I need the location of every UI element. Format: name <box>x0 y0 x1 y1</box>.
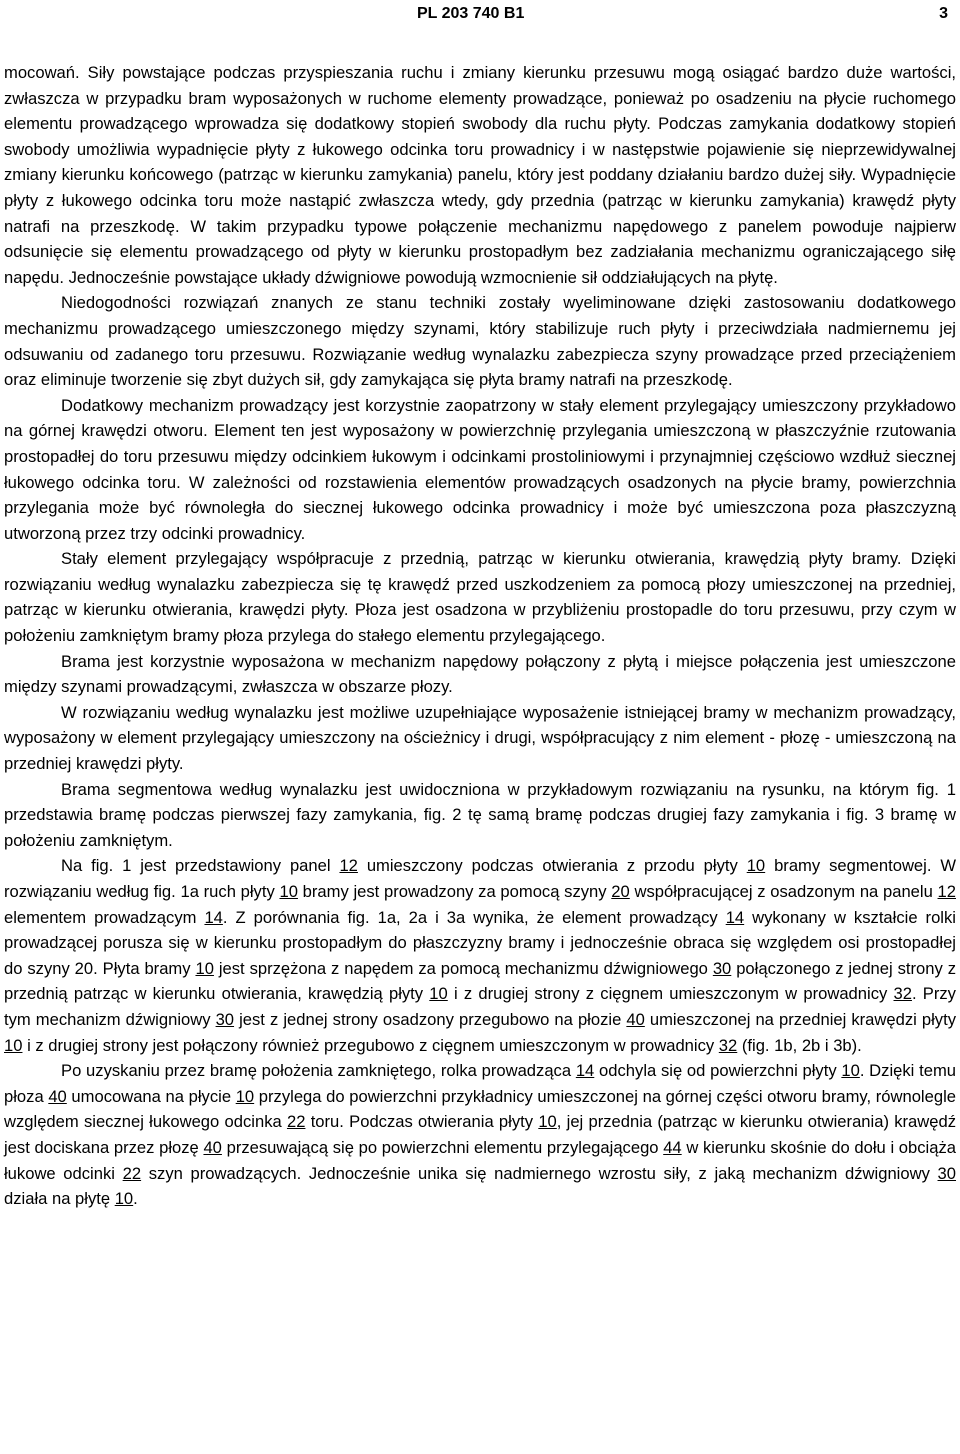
text-run: Brama segmentowa według wynalazku jest uwidoczniona w przykładowym rozwiązaniu na rysunku, na którym fig. 1 przedstawia bramę podczas pierwszej fazy zamykania, fig. 2 tę samą bramę podczas drugiej fazy zamykania i fig. 3 bramę w położeniu zamkniętym. <box>4 779 956 850</box>
text-run: Dodatkowy mechanizm prowadzący jest korzystnie zaopatrzony w stały element przylegający umieszczony przykładowo na górnej krawędzi otworu. Element ten jest wyposażony w powierzchnię przylegania umieszczoną w płaszczyźnie rzutowania prostopadłej do toru przesuwu między odcinkiem łukowym i odcinkami prostoliniowymi i przynajmniej częściowo wzdłuż siecznej łukowego odcinka toru. W zależności od rozstawienia elementów prowadzących osadzonych na płycie bramy, powierzchnia przylegania może być równoległa do siecznej łukowego odcinka prowadnicy i może być umieszczona poza płaszczyzną utworzoną przez trzy odcinki prowadnicy. <box>4 395 956 543</box>
reference-numeral: 30 <box>712 958 732 978</box>
text-run: umieszczony podczas otwierania z przodu płyty <box>357 856 747 876</box>
text-run: Stały element przylegający współpracuje z przednią, patrząc w kierunku otwierania, krawędzią płyty bramy. Dzięki rozwiązaniu według wynalazku zabezpiecza się tę krawędź przed uszkodzeniem za pomocą płozy umieszczonej na przedniej, patrząc w kierunku otwierania, krawędzi płyty. Płoza jest osadzona w przybliżeniu prostopadle do toru przesuwu, przy czym w położeniu zamkniętym bramy płoza przylega do stałego elementu przylegającego. <box>4 549 956 646</box>
reference-numeral: 40 <box>48 1086 67 1106</box>
reference-numeral: 12 <box>339 856 358 876</box>
text-run: jest z jednej strony osadzony przegubowo na płozie <box>234 1009 627 1029</box>
text-run: jest sprzężona z napędem za pomocą mechanizmu dźwigniowego <box>213 958 713 978</box>
document-body <box>4 60 956 1212</box>
text-run: . Dzięki temu płoza <box>4 1061 956 1106</box>
text-run: wykonany w kształcie rolki prowadzącej porusza się w kierunku prostopadłym do płaszczyzny bramy i jednocześnie obraca się względem osi prostopadłej do szyny 20. Płyta bramy <box>4 907 956 978</box>
page-number: 3 <box>939 5 948 22</box>
text-run: umieszczonej na przedniej krawędzi płyty <box>644 1009 956 1029</box>
text-run: mocowań. Siły powstające podczas przyspieszania ruchu i zmiany kierunku przesuwu mogą osiągać bardzo duże wartości, zwłaszcza w przypadku bram wyposażonych w ruchome elementy prowadzące, ponieważ po osadzeniu na płycie ruchomego elementu prowadzącego wprowadza się dodatkowy stopień swobody dla ruchu płyty. Podczas zamykania dodatkowy stopień swobody umożliwia wypadnięcie płyty z łukowego odcinka toru prowadnicy i w następstwie pojawienie się nieprzewidywalnej zmiany kierunku końcowego (patrząc w kierunku zamykania) panelu, który jest poddany działaniu bardzo dużej siły. Wypadnięcie płyty z łukowego odcinka toru może nastąpić zwłaszcza wtedy, gdy przednia (patrząc w kierunku zamykania) krawędź płyty natrafi na przeszkodę. W takim przypadku typowe połączenie mechanizmu napędowego z panelem powoduje najpierw odsunięcie się elementu prowadzącego od płyty w kierunku prostopadłym bez zadziałania mechanizmu ograniczającego siłę napędu. Jednocześnie powstające układy dźwigniowe powodują wzmocnienie sił oddziałujących na płytę. <box>4 63 956 287</box>
paragraph <box>4 1058 956 1212</box>
reference-numeral: 10 <box>195 958 214 978</box>
text-run: w kierunku skośnie do dołu i obciąża łukowe odcinki <box>4 1137 956 1183</box>
text-run: współpracującej z osadzonym na panelu <box>629 882 938 901</box>
reference-numeral: 40 <box>203 1137 222 1157</box>
text-run: przylega do powierzchni przykładnicy umieszczonej na górnej części otworu bramy, równolegle względem siecznej łukowego odcinka <box>4 1086 956 1132</box>
reference-numeral: 10 <box>114 1189 134 1209</box>
reference-numeral: 10 <box>429 984 448 1004</box>
paragraph <box>4 546 956 648</box>
paragraph <box>4 700 956 777</box>
reference-numeral: 14 <box>575 1061 595 1081</box>
reference-numeral: 10 <box>279 882 298 901</box>
reference-numeral: 14 <box>204 907 223 927</box>
text-run: W rozwiązaniu według wynalazku jest możliwe uzupełniające wyposażenie istniejącej bramy w mechanizm prowadzący, wyposażony w element przylegający umieszczony na ościeżnicy i drugi, współpracujący z nim element - płozę - umieszczoną na przedniej krawędzi płyty. <box>4 702 956 774</box>
text-run: i z drugiej strony z cięgnem umieszczonym w prowadnicy <box>447 984 894 1004</box>
reference-numeral: 44 <box>663 1137 682 1157</box>
paragraph <box>4 777 956 854</box>
page-header <box>0 3 960 27</box>
reference-numeral: 12 <box>937 882 956 901</box>
text-run: i z drugiej strony jest połączony również przegubowo z cięgnem umieszczonym w prowadnicy <box>22 1035 719 1055</box>
text-run: . Przy tym mechanizm dźwigniowy <box>4 984 956 1029</box>
reference-numeral: 14 <box>725 907 745 927</box>
reference-numeral: 30 <box>215 1009 235 1029</box>
text-run: . Z porównania fig. 1a, 2a i 3a wynika, że element prowadzący <box>222 907 726 927</box>
text-run: szyn prowadzących. Jednocześnie unika się nadmiernego wzrostu siły, z jaką mechanizm dźwigniowy <box>141 1163 938 1183</box>
reference-numeral: 40 <box>626 1009 645 1029</box>
patent-number: PL 203 740 B1 <box>417 5 525 22</box>
reference-numeral: 32 <box>893 984 912 1004</box>
reference-numeral: 10 <box>4 1035 23 1055</box>
text-run: Po uzyskaniu przez bramę położenia zamkniętego, rolka prowadząca <box>61 1061 576 1081</box>
reference-numeral: 22 <box>286 1112 306 1132</box>
paragraph <box>4 60 956 290</box>
text-run: przesuwającą się po powierzchni elementu przylegającego <box>221 1137 664 1157</box>
text-run: bramy jest prowadzony za pomocą szyny <box>297 882 612 901</box>
paragraph <box>4 393 956 547</box>
paragraph <box>4 853 956 1058</box>
text-run: działa na płytę <box>4 1189 115 1209</box>
text-run: Niedogodności rozwiązań znanych ze stanu techniki zostały wyeliminowane dzięki zastosowaniu dodatkowego mechanizmu prowadzącego umieszczonego między szynami, który stabilizuje ruch płyty i przeciwdziała nadmiernemu jej odsuwaniu od zadanego toru przesuwu. Rozwiązanie według wynalazku zabezpiecza szyny prowadzące przed przeciążeniem oraz eliminuje tworzenie się zbyt dużych sił, gdy zamykająca się płyta bramy natrafi na przeszkodę. <box>4 293 956 390</box>
reference-numeral: 30 <box>937 1163 956 1183</box>
text-run: bramy segmentowej. W rozwiązaniu według fig. 1a ruch płyty <box>4 856 957 901</box>
text-run: , jej przednia (patrząc w kierunku otwierania) krawędź jest dociskana przez płozę <box>4 1112 957 1157</box>
paragraph <box>4 649 956 700</box>
reference-numeral: 20 <box>611 882 630 901</box>
text-run: Na fig. 1 jest przedstawiony panel <box>61 856 340 876</box>
reference-numeral: 10 <box>746 856 766 876</box>
text-run: . <box>133 1189 138 1209</box>
text-run: elementem prowadzącym <box>4 907 205 927</box>
reference-numeral: 10 <box>538 1112 557 1132</box>
text-run: (fig. 1b, 2b i 3b). <box>737 1035 862 1055</box>
reference-numeral: 10 <box>235 1086 255 1106</box>
reference-numeral: 32 <box>718 1035 738 1055</box>
reference-numeral: 10 <box>841 1061 860 1081</box>
paragraph <box>4 290 956 392</box>
text-run: odchyla się od powierzchni płyty <box>594 1061 842 1081</box>
reference-numeral: 22 <box>122 1163 142 1183</box>
text-run: umocowana na płycie <box>66 1086 236 1106</box>
text-run: toru. Podczas otwierania płyty <box>305 1112 539 1132</box>
text-run: Brama jest korzystnie wyposażona w mechanizm napędowy połączony z płytą i miejsce połączenia jest umieszczone między szynami prowadzącymi, zwłaszcza w obszarze płozy. <box>4 651 956 697</box>
text-run: połączonego z jednej strony z przednią patrząc w kierunku otwierania, krawędzią płyty <box>4 958 956 1004</box>
